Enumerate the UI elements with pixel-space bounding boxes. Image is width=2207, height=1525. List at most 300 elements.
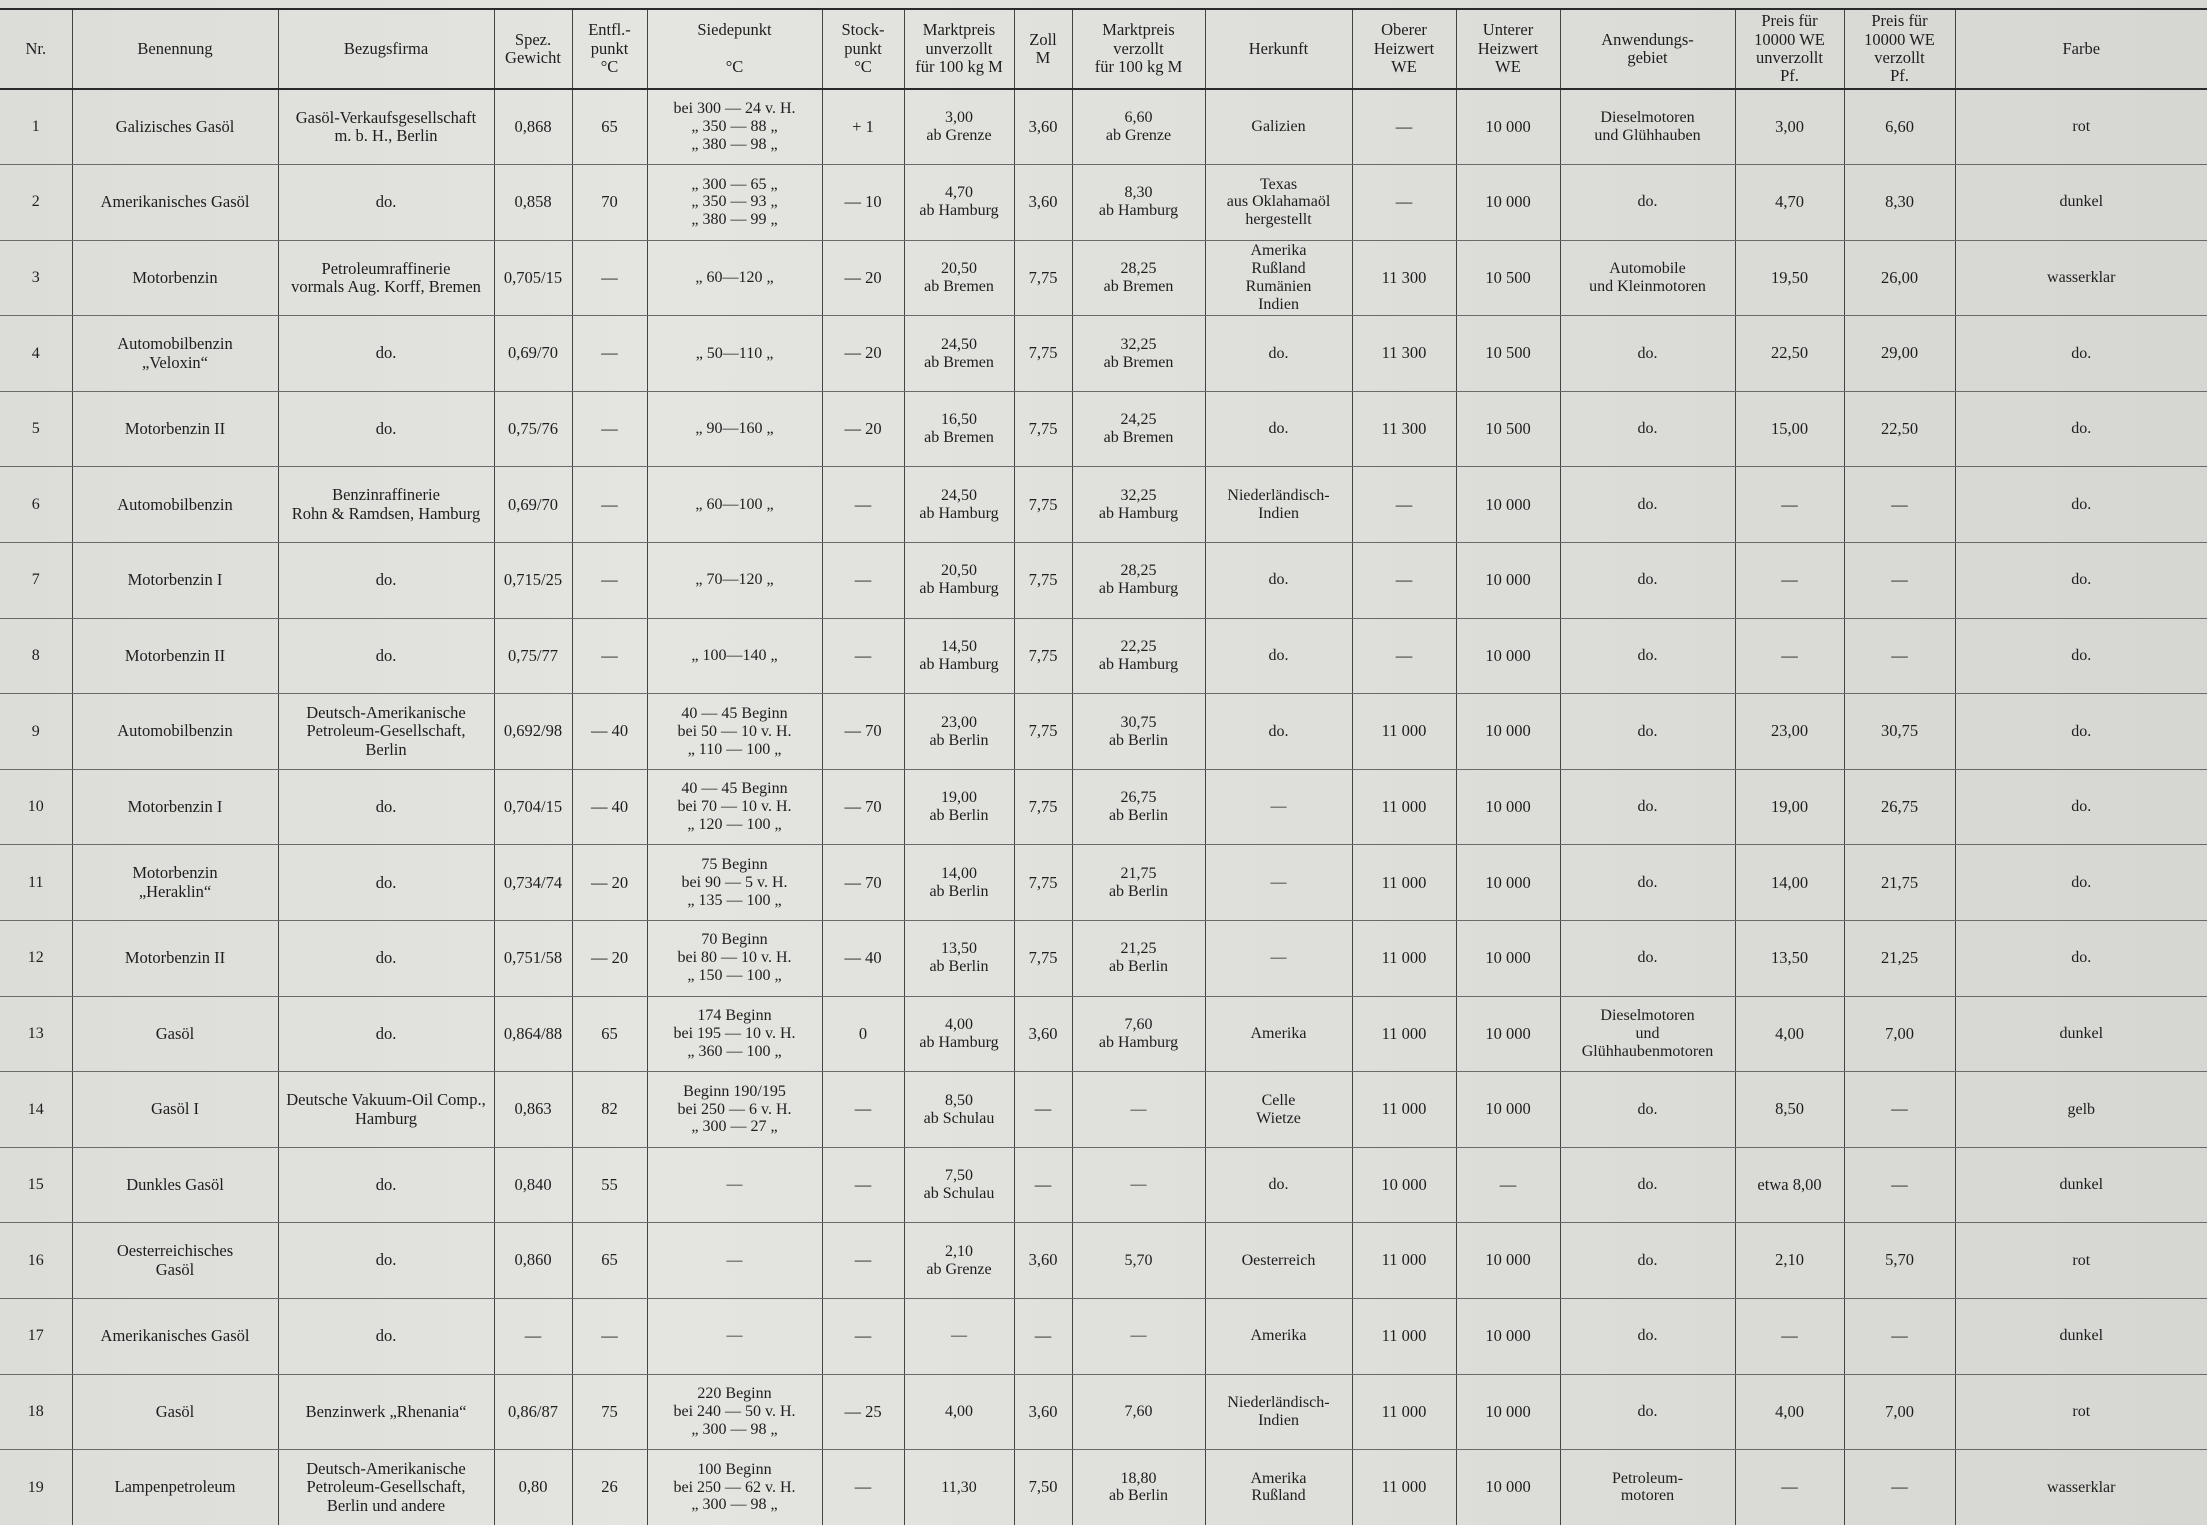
- cell-bezugsfirma: do.: [278, 845, 494, 921]
- cell-nr: 8: [0, 618, 72, 694]
- cell-marktpreis-unverzollt: 3,00 ab Grenze: [904, 89, 1014, 165]
- table-row: [0, 1147, 2207, 1223]
- cell-nr: 5: [0, 391, 72, 467]
- cell-benennung: Motorbenzin „Heraklin“: [72, 845, 278, 921]
- table-row: [0, 240, 2207, 316]
- cell-marktpreis-verzollt: 21,25 ab Berlin: [1072, 921, 1205, 997]
- cell-bezugsfirma: do.: [278, 391, 494, 467]
- cell-herkunft: Niederländisch- Indien: [1205, 467, 1352, 543]
- cell-stockpunkt: — 20: [822, 240, 904, 316]
- cell-bezugsfirma: Deutsche Vakuum-Oil Comp., Hamburg: [278, 1072, 494, 1148]
- cell-marktpreis-verzollt: —: [1072, 1072, 1205, 1148]
- cell-herkunft: —: [1205, 845, 1352, 921]
- cell-siedepunkt: 40 — 45 Beginn bei 50 — 10 v. H. „ 110 — 100 „: [647, 694, 822, 770]
- cell-nr: 18: [0, 1374, 72, 1450]
- cell-benennung: Motorbenzin II: [72, 921, 278, 997]
- cell-unterer-heizwert: 10 500: [1456, 240, 1560, 316]
- cell-farbe: gelb: [1955, 1072, 2207, 1148]
- cell-farbe: rot: [1955, 89, 2207, 165]
- cell-farbe: dunkel: [1955, 165, 2207, 241]
- cell-bezugsfirma: do.: [278, 996, 494, 1072]
- cell-preis-verzollt: 26,75: [1844, 769, 1955, 845]
- cell-preis-unverzollt: etwa 8,00: [1735, 1147, 1844, 1223]
- header-benennung: Benennung: [72, 10, 278, 89]
- table-row: [0, 165, 2207, 241]
- cell-oberer-heizwert: 11 300: [1352, 240, 1456, 316]
- top-rule: [0, 0, 2207, 10]
- cell-stockpunkt: — 10: [822, 165, 904, 241]
- cell-oberer-heizwert: 11 300: [1352, 316, 1456, 392]
- cell-preis-unverzollt: 4,00: [1735, 996, 1844, 1072]
- cell-bezugsfirma: do.: [278, 921, 494, 997]
- table-row: [0, 618, 2207, 694]
- cell-entflammpunkt: 75: [572, 1374, 647, 1450]
- cell-nr: 17: [0, 1299, 72, 1375]
- cell-spez-gewicht: 0,69/70: [494, 467, 572, 543]
- cell-unterer-heizwert: 10 000: [1456, 694, 1560, 770]
- cell-anwendungsgebiet: do.: [1560, 694, 1735, 770]
- cell-preis-verzollt: —: [1844, 1147, 1955, 1223]
- table-row: [0, 1072, 2207, 1148]
- cell-preis-verzollt: 26,00: [1844, 240, 1955, 316]
- cell-preis-verzollt: —: [1844, 467, 1955, 543]
- cell-zoll: —: [1014, 1072, 1072, 1148]
- cell-entflammpunkt: —: [572, 391, 647, 467]
- cell-nr: 9: [0, 694, 72, 770]
- cell-oberer-heizwert: 11 000: [1352, 921, 1456, 997]
- cell-oberer-heizwert: —: [1352, 467, 1456, 543]
- cell-herkunft: Oesterreich: [1205, 1223, 1352, 1299]
- cell-marktpreis-unverzollt: 23,00 ab Berlin: [904, 694, 1014, 770]
- cell-nr: 1: [0, 89, 72, 165]
- cell-marktpreis-unverzollt: 7,50 ab Schulau: [904, 1147, 1014, 1223]
- cell-herkunft: Celle Wietze: [1205, 1072, 1352, 1148]
- header-bezugsfirma: Bezugsfirma: [278, 10, 494, 89]
- cell-anwendungsgebiet: Petroleum- motoren: [1560, 1450, 1735, 1525]
- cell-marktpreis-unverzollt: 4,00: [904, 1374, 1014, 1450]
- cell-unterer-heizwert: 10 000: [1456, 1299, 1560, 1375]
- cell-bezugsfirma: do.: [278, 1147, 494, 1223]
- cell-zoll: 3,60: [1014, 165, 1072, 241]
- cell-siedepunkt: 40 — 45 Beginn bei 70 — 10 v. H. „ 120 — 100 „: [647, 769, 822, 845]
- cell-unterer-heizwert: 10 000: [1456, 845, 1560, 921]
- cell-anwendungsgebiet: do.: [1560, 165, 1735, 241]
- cell-entflammpunkt: 65: [572, 1223, 647, 1299]
- header-preis-unverzollt: Preis für 10000 WE unverzollt Pf.: [1735, 10, 1844, 89]
- cell-bezugsfirma: do.: [278, 1223, 494, 1299]
- cell-stockpunkt: 0: [822, 996, 904, 1072]
- cell-nr: 7: [0, 543, 72, 619]
- cell-spez-gewicht: 0,705/15: [494, 240, 572, 316]
- fuel-table: [0, 10, 2207, 1525]
- cell-bezugsfirma: Deutsch-Amerikanische Petroleum-Gesellschaft, Berlin: [278, 694, 494, 770]
- cell-preis-unverzollt: 19,00: [1735, 769, 1844, 845]
- cell-oberer-heizwert: 11 000: [1352, 769, 1456, 845]
- cell-benennung: Galizisches Gasöl: [72, 89, 278, 165]
- cell-oberer-heizwert: 11 000: [1352, 845, 1456, 921]
- header-row: [0, 10, 2207, 89]
- cell-farbe: do.: [1955, 316, 2207, 392]
- cell-spez-gewicht: 0,692/98: [494, 694, 572, 770]
- header-stockpunkt: Stock- punkt °C: [822, 10, 904, 89]
- cell-stockpunkt: — 20: [822, 391, 904, 467]
- cell-zoll: 7,75: [1014, 921, 1072, 997]
- cell-entflammpunkt: — 20: [572, 921, 647, 997]
- cell-benennung: Automobilbenzin: [72, 467, 278, 543]
- cell-siedepunkt: bei 300 — 24 v. H. „ 350 — 88 „ „ 380 — 98 „: [647, 89, 822, 165]
- cell-marktpreis-verzollt: 24,25 ab Bremen: [1072, 391, 1205, 467]
- cell-siedepunkt: „ 70—120 „: [647, 543, 822, 619]
- cell-anwendungsgebiet: do.: [1560, 543, 1735, 619]
- cell-stockpunkt: —: [822, 543, 904, 619]
- header-nr: Nr.: [0, 10, 72, 89]
- header-preis-verzollt: Preis für 10000 WE verzollt Pf.: [1844, 10, 1955, 89]
- cell-nr: 13: [0, 996, 72, 1072]
- cell-nr: 10: [0, 769, 72, 845]
- cell-spez-gewicht: —: [494, 1299, 572, 1375]
- cell-oberer-heizwert: 10 000: [1352, 1147, 1456, 1223]
- cell-preis-unverzollt: —: [1735, 467, 1844, 543]
- cell-oberer-heizwert: —: [1352, 165, 1456, 241]
- cell-oberer-heizwert: —: [1352, 618, 1456, 694]
- cell-zoll: 7,75: [1014, 769, 1072, 845]
- cell-entflammpunkt: —: [572, 467, 647, 543]
- cell-entflammpunkt: 26: [572, 1450, 647, 1525]
- cell-spez-gewicht: 0,868: [494, 89, 572, 165]
- cell-marktpreis-verzollt: 7,60 ab Hamburg: [1072, 996, 1205, 1072]
- cell-zoll: 3,60: [1014, 996, 1072, 1072]
- cell-zoll: 7,75: [1014, 240, 1072, 316]
- table-row: [0, 769, 2207, 845]
- cell-marktpreis-verzollt: 32,25 ab Hamburg: [1072, 467, 1205, 543]
- cell-herkunft: do.: [1205, 316, 1352, 392]
- cell-herkunft: Texas aus Oklahamaöl hergestellt: [1205, 165, 1352, 241]
- cell-preis-verzollt: 7,00: [1844, 996, 1955, 1072]
- cell-anwendungsgebiet: do.: [1560, 1223, 1735, 1299]
- cell-herkunft: Amerika Rußland: [1205, 1450, 1352, 1525]
- cell-farbe: wasserklar: [1955, 240, 2207, 316]
- cell-preis-verzollt: 22,50: [1844, 391, 1955, 467]
- cell-farbe: do.: [1955, 769, 2207, 845]
- cell-unterer-heizwert: —: [1456, 1147, 1560, 1223]
- cell-marktpreis-unverzollt: 2,10 ab Grenze: [904, 1223, 1014, 1299]
- cell-anwendungsgebiet: Dieselmotoren und Glühhaubenmotoren: [1560, 996, 1735, 1072]
- cell-entflammpunkt: —: [572, 543, 647, 619]
- cell-marktpreis-unverzollt: 14,50 ab Hamburg: [904, 618, 1014, 694]
- cell-marktpreis-unverzollt: 11,30: [904, 1450, 1014, 1525]
- cell-zoll: 3,60: [1014, 1223, 1072, 1299]
- cell-entflammpunkt: 55: [572, 1147, 647, 1223]
- cell-benennung: Automobilbenzin „Veloxin“: [72, 316, 278, 392]
- header-entflammpunkt: Entfl.- punkt °C: [572, 10, 647, 89]
- cell-marktpreis-verzollt: 5,70: [1072, 1223, 1205, 1299]
- cell-marktpreis-unverzollt: 16,50 ab Bremen: [904, 391, 1014, 467]
- cell-preis-unverzollt: 8,50: [1735, 1072, 1844, 1148]
- cell-nr: 15: [0, 1147, 72, 1223]
- cell-preis-unverzollt: 14,00: [1735, 845, 1844, 921]
- cell-benennung: Automobilbenzin: [72, 694, 278, 770]
- cell-stockpunkt: —: [822, 467, 904, 543]
- cell-anwendungsgebiet: do.: [1560, 316, 1735, 392]
- cell-unterer-heizwert: 10 000: [1456, 165, 1560, 241]
- cell-herkunft: Galizien: [1205, 89, 1352, 165]
- cell-benennung: Gasöl: [72, 1374, 278, 1450]
- cell-farbe: do.: [1955, 543, 2207, 619]
- cell-spez-gewicht: 0,863: [494, 1072, 572, 1148]
- cell-farbe: dunkel: [1955, 996, 2207, 1072]
- cell-preis-unverzollt: 2,10: [1735, 1223, 1844, 1299]
- cell-zoll: 7,75: [1014, 467, 1072, 543]
- cell-preis-unverzollt: —: [1735, 1450, 1844, 1525]
- cell-bezugsfirma: do.: [278, 543, 494, 619]
- cell-farbe: wasserklar: [1955, 1450, 2207, 1525]
- cell-unterer-heizwert: 10 500: [1456, 316, 1560, 392]
- cell-benennung: Gasöl I: [72, 1072, 278, 1148]
- cell-zoll: 7,75: [1014, 694, 1072, 770]
- cell-marktpreis-unverzollt: 14,00 ab Berlin: [904, 845, 1014, 921]
- cell-bezugsfirma: do.: [278, 618, 494, 694]
- cell-oberer-heizwert: 11 000: [1352, 1223, 1456, 1299]
- cell-preis-verzollt: 8,30: [1844, 165, 1955, 241]
- cell-stockpunkt: — 70: [822, 769, 904, 845]
- cell-preis-unverzollt: 4,00: [1735, 1374, 1844, 1450]
- cell-entflammpunkt: — 20: [572, 845, 647, 921]
- cell-unterer-heizwert: 10 000: [1456, 1223, 1560, 1299]
- cell-marktpreis-verzollt: —: [1072, 1147, 1205, 1223]
- cell-marktpreis-verzollt: 30,75 ab Berlin: [1072, 694, 1205, 770]
- cell-anwendungsgebiet: do.: [1560, 1072, 1735, 1148]
- cell-unterer-heizwert: 10 000: [1456, 1374, 1560, 1450]
- cell-preis-verzollt: —: [1844, 618, 1955, 694]
- table-row: [0, 89, 2207, 165]
- cell-unterer-heizwert: 10 000: [1456, 543, 1560, 619]
- cell-herkunft: —: [1205, 769, 1352, 845]
- cell-spez-gewicht: 0,840: [494, 1147, 572, 1223]
- cell-preis-unverzollt: —: [1735, 1299, 1844, 1375]
- cell-spez-gewicht: 0,715/25: [494, 543, 572, 619]
- cell-anwendungsgebiet: do.: [1560, 921, 1735, 997]
- cell-benennung: Gasöl: [72, 996, 278, 1072]
- table-body: [0, 89, 2207, 1525]
- cell-preis-verzollt: 21,75: [1844, 845, 1955, 921]
- header-farbe: Farbe: [1955, 10, 2207, 89]
- cell-marktpreis-unverzollt: 4,00 ab Hamburg: [904, 996, 1014, 1072]
- cell-spez-gewicht: 0,80: [494, 1450, 572, 1525]
- cell-marktpreis-verzollt: 22,25 ab Hamburg: [1072, 618, 1205, 694]
- cell-entflammpunkt: —: [572, 240, 647, 316]
- cell-siedepunkt: 70 Beginn bei 80 — 10 v. H. „ 150 — 100 „: [647, 921, 822, 997]
- cell-marktpreis-unverzollt: 20,50 ab Hamburg: [904, 543, 1014, 619]
- cell-siedepunkt: Beginn 190/195 bei 250 — 6 v. H. „ 300 — 27 „: [647, 1072, 822, 1148]
- cell-spez-gewicht: 0,858: [494, 165, 572, 241]
- table-row: [0, 1223, 2207, 1299]
- table-row: [0, 921, 2207, 997]
- cell-zoll: 7,75: [1014, 543, 1072, 619]
- cell-oberer-heizwert: 11 000: [1352, 1450, 1456, 1525]
- cell-entflammpunkt: —: [572, 1299, 647, 1375]
- cell-preis-unverzollt: 4,70: [1735, 165, 1844, 241]
- cell-herkunft: Amerika: [1205, 996, 1352, 1072]
- cell-siedepunkt: „ 100—140 „: [647, 618, 822, 694]
- cell-zoll: 7,75: [1014, 316, 1072, 392]
- cell-preis-unverzollt: 22,50: [1735, 316, 1844, 392]
- header-siedepunkt: Siedepunkt °C: [647, 10, 822, 89]
- cell-oberer-heizwert: 11 300: [1352, 391, 1456, 467]
- cell-herkunft: do.: [1205, 1147, 1352, 1223]
- cell-oberer-heizwert: 11 000: [1352, 996, 1456, 1072]
- cell-farbe: rot: [1955, 1374, 2207, 1450]
- cell-bezugsfirma: Gasöl-Verkaufsgesellschaft m. b. H., Berlin: [278, 89, 494, 165]
- cell-spez-gewicht: 0,86/87: [494, 1374, 572, 1450]
- cell-stockpunkt: — 25: [822, 1374, 904, 1450]
- cell-marktpreis-unverzollt: 24,50 ab Hamburg: [904, 467, 1014, 543]
- cell-entflammpunkt: 65: [572, 996, 647, 1072]
- table-row: [0, 467, 2207, 543]
- cell-preis-unverzollt: —: [1735, 543, 1844, 619]
- cell-benennung: Dunkles Gasöl: [72, 1147, 278, 1223]
- cell-spez-gewicht: 0,860: [494, 1223, 572, 1299]
- cell-siedepunkt: 174 Beginn bei 195 — 10 v. H. „ 360 — 100 „: [647, 996, 822, 1072]
- cell-marktpreis-verzollt: 21,75 ab Berlin: [1072, 845, 1205, 921]
- cell-oberer-heizwert: 11 000: [1352, 1374, 1456, 1450]
- cell-oberer-heizwert: 11 000: [1352, 1299, 1456, 1375]
- cell-anwendungsgebiet: do.: [1560, 845, 1735, 921]
- cell-spez-gewicht: 0,751/58: [494, 921, 572, 997]
- cell-unterer-heizwert: 10 500: [1456, 391, 1560, 467]
- cell-unterer-heizwert: 10 000: [1456, 921, 1560, 997]
- cell-entflammpunkt: 70: [572, 165, 647, 241]
- cell-unterer-heizwert: 10 000: [1456, 89, 1560, 165]
- cell-stockpunkt: —: [822, 1450, 904, 1525]
- cell-siedepunkt: 220 Beginn bei 240 — 50 v. H. „ 300 — 98 „: [647, 1374, 822, 1450]
- cell-preis-verzollt: 5,70: [1844, 1223, 1955, 1299]
- cell-nr: 3: [0, 240, 72, 316]
- cell-bezugsfirma: Deutsch-Amerikanische Petroleum-Gesellschaft, Berlin und andere: [278, 1450, 494, 1525]
- table-row: [0, 391, 2207, 467]
- cell-entflammpunkt: —: [572, 316, 647, 392]
- cell-stockpunkt: — 70: [822, 694, 904, 770]
- cell-nr: 6: [0, 467, 72, 543]
- cell-zoll: —: [1014, 1147, 1072, 1223]
- cell-entflammpunkt: —: [572, 618, 647, 694]
- cell-anwendungsgebiet: do.: [1560, 1299, 1735, 1375]
- cell-preis-verzollt: —: [1844, 1299, 1955, 1375]
- cell-siedepunkt: —: [647, 1223, 822, 1299]
- cell-siedepunkt: „ 60—120 „: [647, 240, 822, 316]
- table-row: [0, 845, 2207, 921]
- table-row: [0, 543, 2207, 619]
- header-zoll: Zoll M: [1014, 10, 1072, 89]
- table-row: [0, 996, 2207, 1072]
- cell-unterer-heizwert: 10 000: [1456, 467, 1560, 543]
- cell-oberer-heizwert: 11 000: [1352, 1072, 1456, 1148]
- cell-herkunft: —: [1205, 921, 1352, 997]
- header-spez-gewicht: Spez. Gewicht: [494, 10, 572, 89]
- cell-nr: 16: [0, 1223, 72, 1299]
- cell-bezugsfirma: do.: [278, 769, 494, 845]
- table-row: [0, 1374, 2207, 1450]
- cell-preis-unverzollt: 13,50: [1735, 921, 1844, 997]
- cell-spez-gewicht: 0,734/74: [494, 845, 572, 921]
- cell-farbe: do.: [1955, 694, 2207, 770]
- cell-anwendungsgebiet: Dieselmotoren und Glühhauben: [1560, 89, 1735, 165]
- cell-benennung: Motorbenzin I: [72, 543, 278, 619]
- cell-marktpreis-verzollt: 28,25 ab Hamburg: [1072, 543, 1205, 619]
- cell-farbe: do.: [1955, 618, 2207, 694]
- cell-preis-unverzollt: 15,00: [1735, 391, 1844, 467]
- cell-spez-gewicht: 0,75/76: [494, 391, 572, 467]
- header-unterer-heizwert: Unterer Heizwert WE: [1456, 10, 1560, 89]
- cell-farbe: dunkel: [1955, 1147, 2207, 1223]
- header-marktpreis-unverzollt: Marktpreis unverzollt für 100 kg M: [904, 10, 1014, 89]
- cell-zoll: 3,60: [1014, 89, 1072, 165]
- cell-marktpreis-verzollt: 18,80 ab Berlin: [1072, 1450, 1205, 1525]
- cell-herkunft: do.: [1205, 694, 1352, 770]
- cell-benennung: Amerikanisches Gasöl: [72, 165, 278, 241]
- cell-unterer-heizwert: 10 000: [1456, 1450, 1560, 1525]
- cell-bezugsfirma: Benzinraffinerie Rohn & Ramdsen, Hamburg: [278, 467, 494, 543]
- cell-entflammpunkt: — 40: [572, 694, 647, 770]
- cell-stockpunkt: —: [822, 618, 904, 694]
- cell-preis-verzollt: 7,00: [1844, 1374, 1955, 1450]
- header-anwendungsgebiet: Anwendungs- gebiet: [1560, 10, 1735, 89]
- cell-oberer-heizwert: —: [1352, 543, 1456, 619]
- cell-preis-verzollt: 6,60: [1844, 89, 1955, 165]
- cell-oberer-heizwert: 11 000: [1352, 694, 1456, 770]
- cell-stockpunkt: —: [822, 1147, 904, 1223]
- cell-marktpreis-verzollt: 6,60 ab Grenze: [1072, 89, 1205, 165]
- table-row: [0, 316, 2207, 392]
- cell-spez-gewicht: 0,75/77: [494, 618, 572, 694]
- cell-marktpreis-unverzollt: 19,00 ab Berlin: [904, 769, 1014, 845]
- cell-marktpreis-unverzollt: 8,50 ab Schulau: [904, 1072, 1014, 1148]
- cell-siedepunkt: „ 300 — 65 „ „ 350 — 93 „ „ 380 — 99 „: [647, 165, 822, 241]
- cell-herkunft: Niederländisch- Indien: [1205, 1374, 1352, 1450]
- cell-nr: 4: [0, 316, 72, 392]
- cell-marktpreis-verzollt: 26,75 ab Berlin: [1072, 769, 1205, 845]
- cell-farbe: do.: [1955, 845, 2207, 921]
- cell-zoll: 7,75: [1014, 845, 1072, 921]
- cell-unterer-heizwert: 10 000: [1456, 618, 1560, 694]
- cell-nr: 12: [0, 921, 72, 997]
- cell-farbe: do.: [1955, 391, 2207, 467]
- cell-marktpreis-verzollt: 7,60: [1072, 1374, 1205, 1450]
- cell-entflammpunkt: 65: [572, 89, 647, 165]
- cell-zoll: 7,75: [1014, 391, 1072, 467]
- cell-benennung: Motorbenzin II: [72, 618, 278, 694]
- cell-preis-unverzollt: 3,00: [1735, 89, 1844, 165]
- cell-bezugsfirma: do.: [278, 316, 494, 392]
- cell-preis-verzollt: 30,75: [1844, 694, 1955, 770]
- cell-marktpreis-unverzollt: —: [904, 1299, 1014, 1375]
- cell-siedepunkt: —: [647, 1147, 822, 1223]
- cell-marktpreis-verzollt: 8,30 ab Hamburg: [1072, 165, 1205, 241]
- cell-nr: 11: [0, 845, 72, 921]
- cell-preis-unverzollt: 23,00: [1735, 694, 1844, 770]
- cell-anwendungsgebiet: do.: [1560, 1147, 1735, 1223]
- cell-benennung: Oesterreichisches Gasöl: [72, 1223, 278, 1299]
- cell-anwendungsgebiet: do.: [1560, 618, 1735, 694]
- cell-anwendungsgebiet: do.: [1560, 467, 1735, 543]
- header-marktpreis-verzollt: Marktpreis verzollt für 100 kg M: [1072, 10, 1205, 89]
- cell-farbe: do.: [1955, 921, 2207, 997]
- cell-siedepunkt: „ 90—160 „: [647, 391, 822, 467]
- cell-stockpunkt: —: [822, 1072, 904, 1148]
- cell-siedepunkt: „ 50—110 „: [647, 316, 822, 392]
- cell-farbe: do.: [1955, 467, 2207, 543]
- cell-herkunft: do.: [1205, 391, 1352, 467]
- cell-spez-gewicht: 0,704/15: [494, 769, 572, 845]
